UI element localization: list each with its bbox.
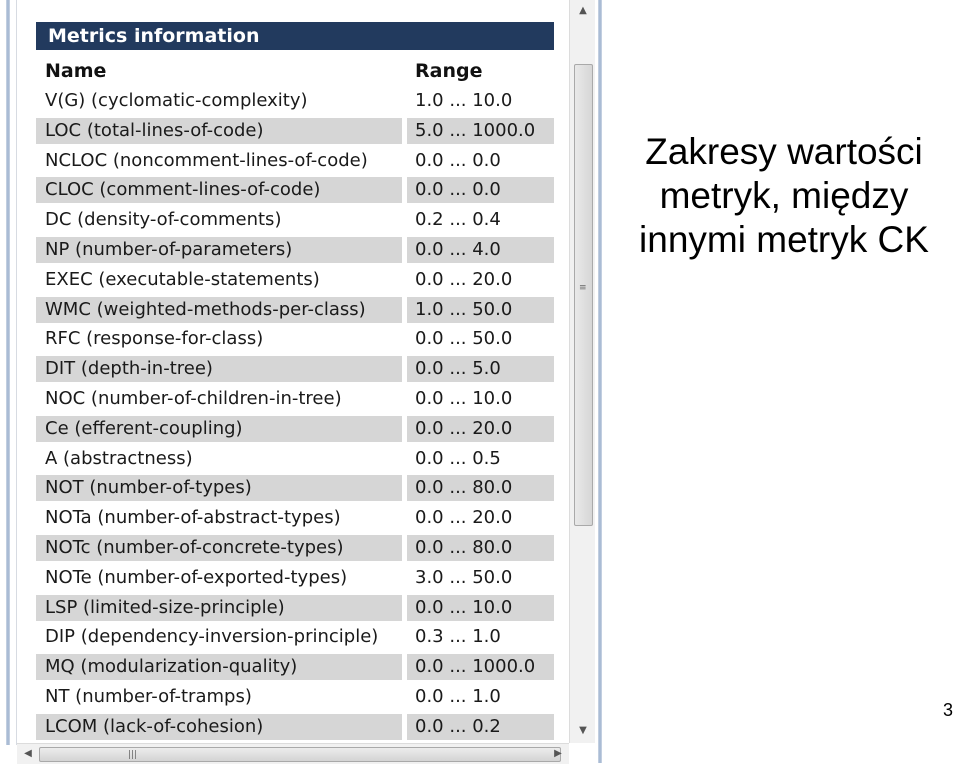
horizontal-scrollbar[interactable] [17, 743, 569, 764]
scroll-grip-icon: ≡ [579, 283, 587, 293]
metric-name-cell: LCOM (lack-of-cohesion) [36, 714, 402, 740]
slide-number: 3 [943, 700, 954, 720]
metric-name-cell: DIP (dependency-inversion-principle) [45, 626, 379, 648]
window-border-left [0, 0, 17, 745]
table-row[interactable] [36, 533, 554, 563]
table-row[interactable] [36, 146, 554, 176]
metric-name-cell: MQ (modularization-quality) [36, 654, 402, 680]
metric-range-cell: 0.0 ... 80.0 [407, 535, 554, 561]
metric-range-cell: 1.0 ... 50.0 [407, 297, 554, 323]
metric-range-cell: 0.0 ... 5.0 [407, 356, 554, 382]
table-row[interactable] [36, 205, 554, 235]
metric-name-cell: NT (number-of-tramps) [45, 685, 252, 707]
metric-range-cell: 0.2 ... 0.4 [415, 209, 501, 231]
metric-name-cell: Ce (efferent-coupling) [36, 416, 402, 442]
panel-title: Metrics information [36, 22, 554, 50]
metric-range-cell: 3.0 ... 50.0 [415, 566, 513, 588]
metric-name-cell: RFC (response-for-class) [45, 328, 264, 350]
slide-caption [608, 130, 960, 262]
metric-name-cell: DIT (depth-in-tree) [36, 356, 402, 382]
scroll-grip-icon: ||| [128, 750, 138, 760]
caption-line: innymi metryk CK [639, 219, 929, 260]
metric-range-cell: 0.0 ... 80.0 [407, 475, 554, 501]
metric-name-cell: NOTe (number-of-exported-types) [45, 566, 348, 588]
column-header-range[interactable]: Range [415, 60, 483, 82]
table-row[interactable] [36, 563, 554, 593]
metric-range-cell: 0.0 ... 20.0 [415, 507, 513, 529]
window-border-strip [598, 0, 602, 763]
metric-range-cell: 0.0 ... 1000.0 [407, 654, 554, 680]
metric-name-cell: DC (density-of-comments) [45, 209, 282, 231]
metric-name-cell: LSP (limited-size-principle) [36, 595, 402, 621]
vertical-scrollbar[interactable] [569, 0, 596, 743]
metric-range-cell: 0.0 ... 20.0 [415, 268, 513, 290]
table-row[interactable] [36, 175, 554, 205]
arrow-left-icon[interactable]: ◀ [24, 748, 32, 759]
metric-range-cell: 0.0 ... 10.0 [415, 387, 513, 409]
vertical-scroll-thumb[interactable] [574, 64, 593, 526]
metric-name-cell: A (abstractness) [45, 447, 193, 469]
table-row[interactable] [36, 593, 554, 623]
metric-range-cell: 0.0 ... 0.2 [407, 714, 554, 740]
metric-name-cell: WMC (weighted-methods-per-class) [36, 297, 402, 323]
metric-name-cell: NOT (number-of-types) [36, 475, 402, 501]
arrow-right-icon[interactable]: ▶ [554, 748, 562, 759]
metrics-panel [17, 0, 569, 743]
table-row[interactable] [36, 652, 554, 682]
table-row[interactable] [36, 444, 554, 474]
metric-range-cell: 5.0 ... 1000.0 [407, 118, 554, 144]
caption-line: metryk, między [659, 175, 909, 216]
arrow-down-icon[interactable]: ▼ [579, 725, 587, 736]
metric-name-cell: LOC (total-lines-of-code) [36, 118, 402, 144]
metric-name-cell: NOTc (number-of-concrete-types) [36, 535, 402, 561]
metric-range-cell: 0.0 ... 0.0 [415, 149, 501, 171]
metric-name-cell: CLOC (comment-lines-of-code) [36, 177, 402, 203]
table-row[interactable] [36, 116, 554, 146]
metric-name-cell: NCLOC (noncomment-lines-of-code) [45, 149, 368, 171]
horizontal-scroll-thumb[interactable] [39, 747, 561, 762]
metric-name-cell: NOTa (number-of-abstract-types) [45, 507, 341, 529]
metric-range-cell: 0.0 ... 0.0 [407, 177, 554, 203]
table-row[interactable] [36, 414, 554, 444]
metric-range-cell: 0.0 ... 0.5 [415, 447, 501, 469]
metrics-table [36, 56, 554, 742]
table-row[interactable] [36, 384, 554, 414]
table-body [36, 86, 554, 742]
column-header-name[interactable]: Name [45, 60, 107, 82]
metric-range-cell: 0.0 ... 50.0 [415, 328, 513, 350]
metric-range-cell: 0.0 ... 4.0 [407, 237, 554, 263]
table-row[interactable] [36, 235, 554, 265]
table-row[interactable] [36, 473, 554, 503]
metric-range-cell: 0.0 ... 10.0 [407, 595, 554, 621]
caption-line: Zakresy wartości [645, 131, 923, 172]
metric-range-cell: 1.0 ... 10.0 [415, 90, 513, 111]
metric-name-cell: NP (number-of-parameters) [36, 237, 402, 263]
metric-range-cell: 0.3 ... 1.0 [415, 626, 501, 648]
metric-name-cell: EXEC (executable-statements) [45, 268, 320, 290]
window-border-strip [6, 0, 10, 745]
table-row[interactable] [36, 712, 554, 742]
table-row[interactable] [36, 503, 554, 533]
table-row[interactable] [36, 295, 554, 325]
window-border-right [595, 0, 607, 763]
table-row[interactable] [36, 622, 554, 652]
metric-range-cell: 0.0 ... 1.0 [415, 685, 501, 707]
metric-range-cell: 0.0 ... 20.0 [407, 416, 554, 442]
table-header [36, 56, 554, 86]
table-row[interactable] [36, 265, 554, 295]
table-row[interactable] [36, 682, 554, 712]
metric-name-cell: NOC (number-of-children-in-tree) [45, 387, 342, 409]
table-row[interactable] [36, 86, 554, 116]
table-row[interactable] [36, 354, 554, 384]
metric-name-cell: V(G) (cyclomatic-complexity) [45, 90, 308, 111]
arrow-up-icon[interactable]: ▲ [579, 5, 587, 16]
table-row[interactable] [36, 324, 554, 354]
